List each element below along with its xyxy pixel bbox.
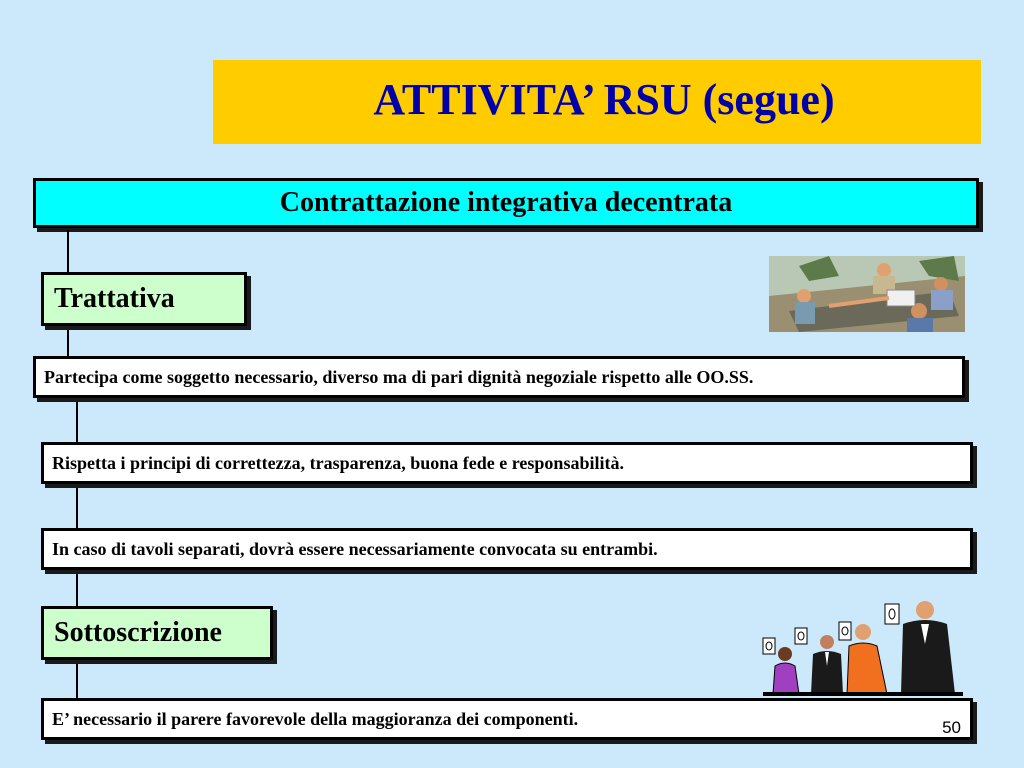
connector-line	[76, 486, 78, 528]
description-box	[41, 442, 973, 484]
connector-line	[76, 662, 78, 698]
meeting-clipart	[769, 256, 965, 332]
description-box	[33, 356, 965, 398]
page-number: 50	[942, 718, 961, 737]
section-header: Contrattazione integrativa decentrata	[33, 178, 979, 228]
description-box	[41, 528, 973, 570]
description-text: E’ necessario il parere favorevole della maggioranza dei componenti.	[52, 709, 579, 729]
description-box	[41, 698, 973, 740]
connector-line	[67, 230, 69, 272]
label-sottoscrizione: Sottoscrizione	[41, 606, 273, 660]
description-text: Partecipa come soggetto necessario, diverso ma di pari dignità negoziale rispetto alle OO.SS.	[44, 367, 754, 387]
voting-people-clipart	[755, 596, 965, 696]
page-title: ATTIVITA’ RSU (segue)	[373, 75, 835, 124]
connector-line	[67, 330, 69, 356]
connector-line	[76, 400, 78, 442]
description-text: In caso di tavoli separati, dovrà essere necessariamente convocata su entrambi.	[52, 539, 658, 559]
title-banner	[213, 60, 981, 144]
description-text: Rispetta i principi di correttezza, trasparenza, buona fede e responsabilità.	[52, 453, 624, 473]
connector-line	[76, 570, 78, 606]
label-trattativa: Trattativa	[41, 272, 247, 326]
